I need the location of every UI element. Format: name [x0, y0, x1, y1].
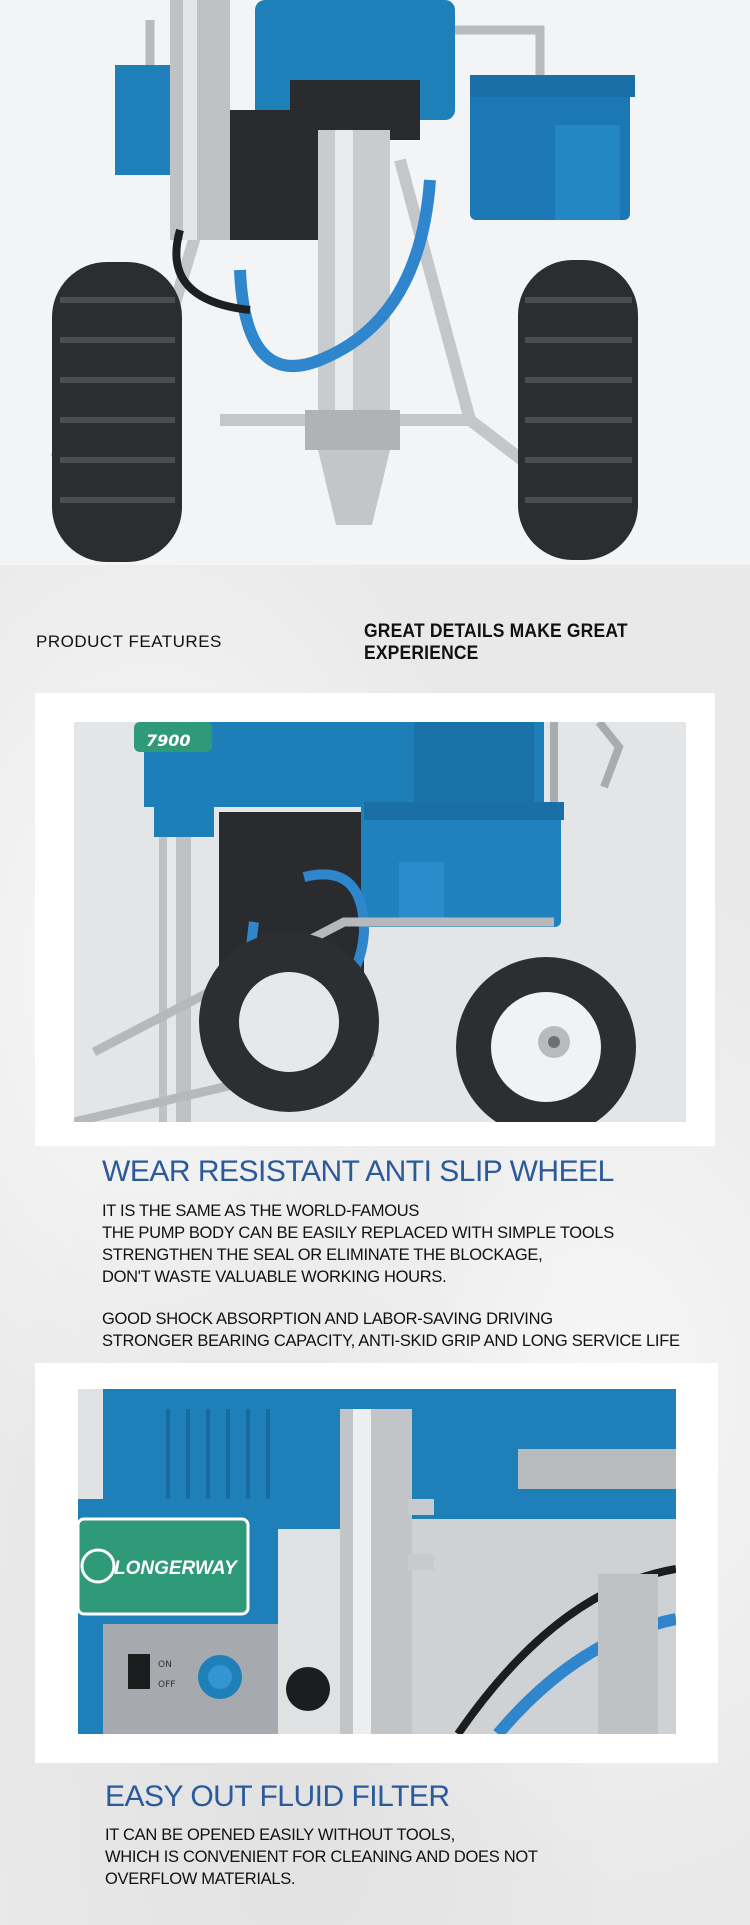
desc-line: DON'T WASTE VALUABLE WORKING HOURS.	[102, 1268, 447, 1286]
desc-line: IT CAN BE OPENED EASILY WITHOUT TOOLS,	[105, 1826, 455, 1844]
desc-line: STRENGTHEN THE SEAL OR ELIMINATE THE BLOCKAGE,	[102, 1246, 543, 1264]
desc-line: OVERFLOW MATERIALS.	[105, 1870, 296, 1888]
model-badge	[134, 722, 212, 752]
wheel-detail-photo	[74, 722, 686, 1122]
feature-desc-filter	[105, 1824, 538, 1890]
feature-title-filter: EASY OUT FLUID FILTER	[105, 1780, 450, 1813]
desc-line: IT IS THE SAME AS THE WORLD-FAMOUS	[102, 1202, 420, 1220]
svg-text:LONGERWAY: LONGERWAY	[114, 1558, 237, 1579]
hero-product-photo	[0, 0, 750, 565]
desc-line: WHICH IS CONVENIENT FOR CLEANING AND DOES NOT	[105, 1848, 538, 1866]
svg-text:OFF: OFF	[158, 1680, 176, 1690]
svg-text:ON: ON	[158, 1660, 172, 1670]
desc-line: GOOD SHOCK ABSORPTION AND LABOR-SAVING DRIVING	[102, 1310, 553, 1328]
desc-line: THE PUMP BODY CAN BE EASILY REPLACED WITH SIMPLE TOOLS	[102, 1224, 614, 1242]
feature-title-wheel: WEAR RESISTANT ANTI SLIP WHEEL	[102, 1155, 614, 1188]
svg-text:7900: 7900	[146, 731, 191, 750]
feature-desc-wheel-extra	[102, 1308, 680, 1352]
feature-desc-wheel	[102, 1200, 614, 1288]
filter-detail-photo	[78, 1389, 676, 1734]
desc-line: STRONGER BEARING CAPACITY, ANTI-SKID GRIP AND LONG SERVICE LIFE	[102, 1332, 680, 1350]
section-tagline: GREAT DETAILS MAKE GREAT EXPERIENCE	[364, 621, 628, 664]
product-features-label: PRODUCT FEATURES	[36, 632, 222, 651]
